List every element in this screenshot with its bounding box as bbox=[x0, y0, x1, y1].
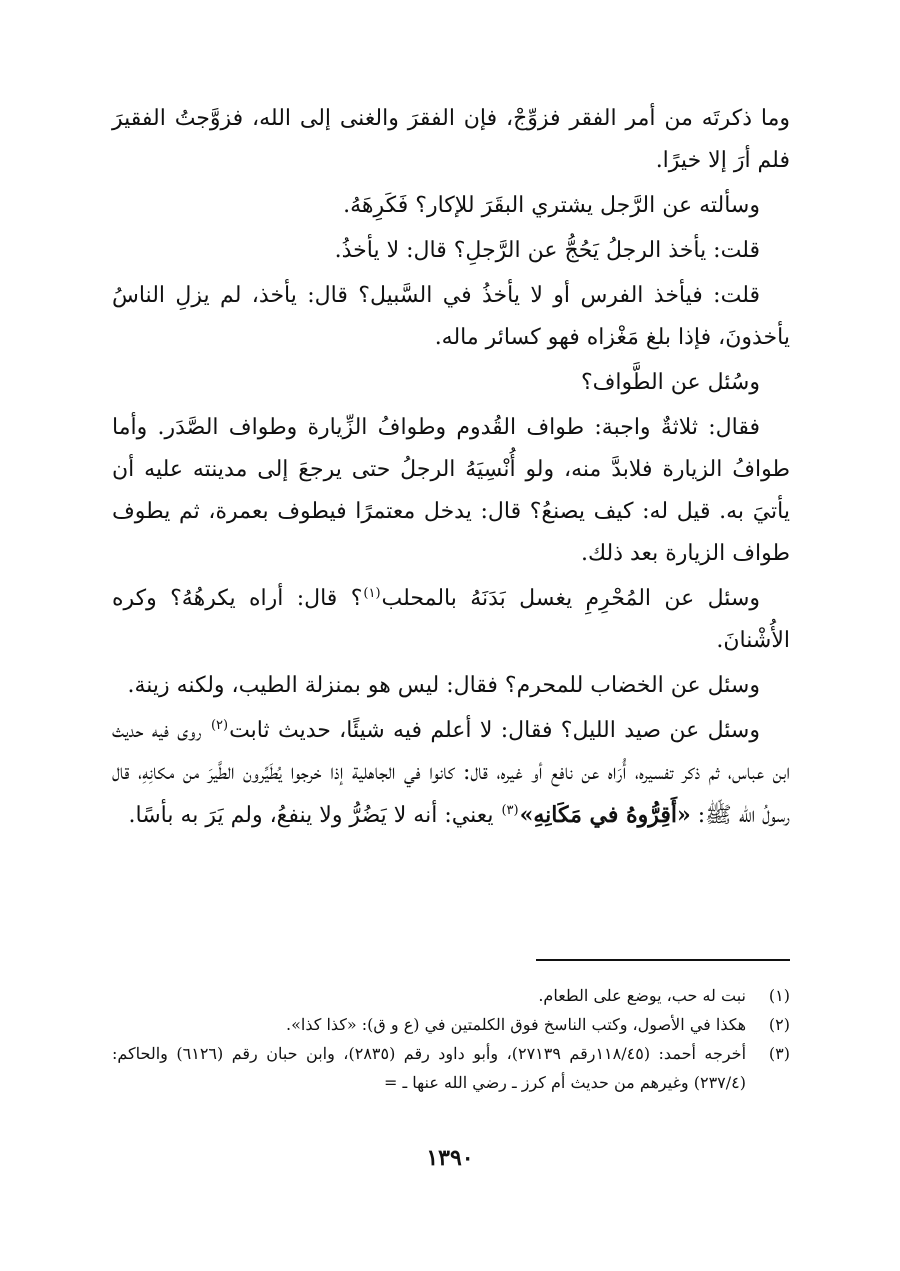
footnote-text: أخرجه أحمد: (١١٨/٤٥رقم ٢٧١٣٩)، وأبو داود رقم (٢٨٣٥)، وابن حبان رقم (٦١٢٦) والحاكم: (٢٣٧/٤) وغيرهم من حديث أم كرز ـ رضي الله عنها ـ = bbox=[112, 1044, 747, 1092]
footnote-number: (٢) bbox=[768, 1015, 790, 1034]
paragraph-8: وسئل عن الخضاب للمحرم؟ فقال: ليس هو بمنزلة الطيب، ولكنه زينة. bbox=[127, 673, 760, 698]
paragraph-9-text-before: وسئل عن صيد الليل؟ فقال: لا أعلم فيه شيئًا، حديث ثابت bbox=[229, 718, 760, 743]
paragraph-9-text-after: يعني: أنه لا يَضُرُّ ولا ينفعُ، ولم يَرَ به بأسًا. bbox=[128, 803, 501, 828]
footnote-1 bbox=[112, 981, 790, 1010]
paragraph-9 bbox=[112, 710, 790, 837]
paragraph-1: وما ذكرتَه من أمر الفقر فزوِّجْ، فإن الفقرَ والغنى إلى الله، فزوَّجتُ الفقيرَ فلم أرَ إلا خيرًا. bbox=[112, 106, 790, 173]
paragraph-7-text-before: وسئل عن المُحْرِمِ يغسل بَدَنَهُ بالمحلب bbox=[381, 586, 761, 611]
hadith-quote: «أَقِرُّوهُ في مَكَانِهِ» bbox=[519, 802, 691, 828]
footnote-separator bbox=[536, 959, 790, 961]
footnote-ref-2[interactable]: (٢) bbox=[210, 717, 229, 733]
paragraph-6: فقال: ثلاثةٌ واجبة: طواف القُدوم وطوافُ الزِّيارة وطواف الصَّدَر. وأما طوافُ الزيارة فلابدَّ منه، ولو أُنْسِيَهُ الرجلُ حتى يرجعَ إلى مدينته عليه أن يأتيَ به. قيل له: كيف يصنعُ؟ قال: يدخل معتمرًا فيطوف بعمرة، ثم يطوف طواف الزيارة بعد ذلك. bbox=[112, 415, 790, 566]
page-number: ١٣٩٠ bbox=[426, 1145, 474, 1171]
footnote-3 bbox=[112, 1039, 790, 1097]
footnote-ref-3[interactable]: (٣) bbox=[501, 802, 519, 818]
footnote-ref-1[interactable]: (١) bbox=[363, 585, 381, 601]
footnote-number: (١) bbox=[768, 986, 790, 1005]
paragraph-3: قلت: يأخذ الرجلُ يَحُجُّ عن الرَّجلِ؟ قال: لا يأخذُ. bbox=[334, 238, 760, 263]
footnote-2 bbox=[112, 1010, 790, 1039]
footnote-number: (٣) bbox=[768, 1044, 790, 1063]
paragraph-4: قلت: فيأخذ الفرس أو لا يأخذُ في السَّبيل؟ قال: يأخذ، لم يزلِ الناسُ يأخذونَ، فإذا بلغ مَغْزاه فهو كسائر ماله. bbox=[112, 283, 790, 350]
footnote-text: نبت له حب، يوضع على الطعام. bbox=[538, 986, 746, 1005]
footnotes bbox=[112, 981, 790, 1097]
paragraph-7-text-after: ؟ قال: أراه يكرهُهُ؟ وكره الأُشْنانَ. bbox=[112, 586, 790, 653]
footnote-text: هكذا في الأصول، وكتب الناسخ فوق الكلمتين في (ع و ق): «كذا كذا». bbox=[286, 1015, 746, 1034]
paragraph-7 bbox=[112, 578, 790, 662]
main-text bbox=[112, 98, 790, 840]
paragraph-2: وسألته عن الرَّجل يشتري البقَرَ للإكار؟ فَكَرِهَهُ. bbox=[343, 193, 760, 218]
paragraph-9-text-middle: روى فيه حديث ابن عباس، ثم ذكر تفسيره، أُرَاه عن نافع أو غيره، قال: كانوا في الجاهلية إذا خرجوا يُطَيِّرون الطَّيرَ من مكانِهِ، قال رسولُ الله ﷺ: bbox=[112, 718, 790, 828]
paragraph-5: وسُئل عن الطَّواف؟ bbox=[580, 370, 760, 395]
